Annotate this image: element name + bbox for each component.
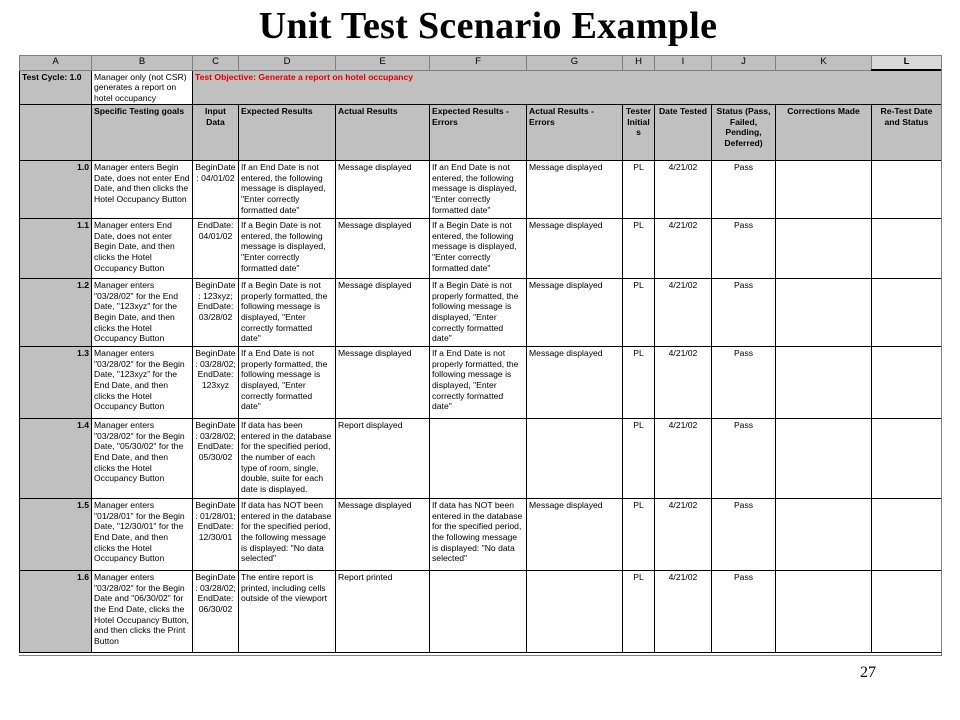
tester-cell[interactable]: PL bbox=[623, 499, 655, 571]
expected-results-cell[interactable]: If a End Date is not properly formatted, the following message is displayed, "Enter correctly formatted date" bbox=[239, 347, 336, 419]
input-data-cell[interactable]: BeginDate: 03/28/02; EndDate: 123xyz bbox=[193, 347, 239, 419]
header-expected[interactable]: Expected Results bbox=[239, 105, 336, 161]
goal-cell[interactable]: Manager enters "03/28/02" for the Begin Date and "06/30/02" for the End Date, clicks the Hotel Occupancy Button, and then clicks the Print Button bbox=[92, 571, 193, 653]
column-header-l[interactable]: L bbox=[872, 56, 942, 71]
status-cell[interactable]: Pass bbox=[712, 499, 776, 571]
expected-errors-cell[interactable]: If a End Date is not properly formatted, the following message is displayed, "Enter correctly formatted date" bbox=[430, 347, 527, 419]
date-tested-cell[interactable]: 4/21/02 bbox=[655, 161, 712, 219]
table-row bbox=[20, 347, 942, 419]
retest-cell[interactable] bbox=[872, 347, 942, 419]
goal-cell[interactable]: Manager enters "03/28/02" for the Begin Date, "123xyz" for the End Date, and then clicks the Hotel Occupancy Button bbox=[92, 347, 193, 419]
goal-cell[interactable]: Manager enters "03/28/02" for the End Date, "123xyz" for the Begin Date, and then clicks the Hotel Occupancy Button bbox=[92, 279, 193, 347]
column-header-f[interactable]: F bbox=[430, 56, 527, 71]
column-header-g[interactable]: G bbox=[527, 56, 623, 71]
actual-results-cell[interactable]: Message displayed bbox=[336, 219, 430, 279]
status-cell[interactable]: Pass bbox=[712, 161, 776, 219]
actual-errors-cell[interactable]: Message displayed bbox=[527, 279, 623, 347]
column-header-d[interactable]: D bbox=[239, 56, 336, 71]
status-cell[interactable]: Pass bbox=[712, 571, 776, 653]
retest-cell[interactable] bbox=[872, 279, 942, 347]
tester-cell[interactable]: PL bbox=[623, 219, 655, 279]
column-header-c[interactable]: C bbox=[193, 56, 239, 71]
status-cell[interactable]: Pass bbox=[712, 419, 776, 499]
actual-results-cell[interactable]: Report displayed bbox=[336, 419, 430, 499]
date-tested-cell[interactable]: 4/21/02 bbox=[655, 499, 712, 571]
header-retest[interactable]: Re-Test Date and Status bbox=[872, 105, 942, 161]
header-actual-errors[interactable]: Actual Results - Errors bbox=[527, 105, 623, 161]
goal-cell[interactable]: Manager enters Begin Date, does not enter End Date, and then clicks the Hotel Occupancy Button bbox=[92, 161, 193, 219]
goal-cell[interactable]: Manager enters End Date, does not enter Begin Date, and then clicks the Hotel Occupancy Button bbox=[92, 219, 193, 279]
column-header-h[interactable]: H bbox=[623, 56, 655, 71]
actual-errors-cell[interactable]: Message displayed bbox=[527, 499, 623, 571]
expected-errors-cell[interactable] bbox=[430, 571, 527, 653]
actual-results-cell[interactable]: Message displayed bbox=[336, 347, 430, 419]
tester-cell[interactable]: PL bbox=[623, 571, 655, 653]
actual-results-cell[interactable]: Report printed bbox=[336, 571, 430, 653]
goal-cell[interactable]: Manager enters "01/28/01" for the Begin Date, "12/30/01" for the End Date, and then clicks the Hotel Occupancy Button bbox=[92, 499, 193, 571]
corrections-cell[interactable] bbox=[776, 219, 872, 279]
tester-cell[interactable]: PL bbox=[623, 279, 655, 347]
actual-errors-cell[interactable]: Message displayed bbox=[527, 347, 623, 419]
expected-errors-cell[interactable]: If a Begin Date is not entered, the following message is displayed, "Enter correctly formatted date" bbox=[430, 219, 527, 279]
table-row bbox=[20, 571, 942, 653]
corrections-cell[interactable] bbox=[776, 279, 872, 347]
page-number: 27 bbox=[860, 664, 876, 681]
test-cycle-label[interactable]: Test Cycle: 1.0 bbox=[20, 70, 92, 105]
column-header-j[interactable]: J bbox=[712, 56, 776, 71]
header-goals[interactable]: Specific Testing goals bbox=[92, 105, 193, 161]
test-objective: Test Objective: Generate a report on hotel occupancy bbox=[195, 72, 414, 82]
expected-results-cell[interactable]: If a Begin Date is not entered, the following message is displayed, "Enter correctly formatted date" bbox=[239, 219, 336, 279]
input-data-cell[interactable]: EndDate: 04/01/02 bbox=[193, 219, 239, 279]
table-row bbox=[20, 219, 942, 279]
test-cycle-row bbox=[20, 70, 942, 105]
expected-results-cell[interactable]: If an End Date is not entered, the following message is displayed, "Enter correctly formatted date" bbox=[239, 161, 336, 219]
column-header-k[interactable]: K bbox=[776, 56, 872, 71]
tester-cell[interactable]: PL bbox=[623, 161, 655, 219]
row-id[interactable]: 1.1 bbox=[20, 219, 92, 279]
row-id[interactable]: 1.3 bbox=[20, 347, 92, 419]
test-objective-cell[interactable] bbox=[193, 70, 942, 105]
status-cell[interactable]: Pass bbox=[712, 219, 776, 279]
retest-cell[interactable] bbox=[872, 419, 942, 499]
slide-title: Unit Test Scenario Example bbox=[258, 5, 718, 47]
row-id[interactable]: 1.5 bbox=[20, 499, 92, 571]
expected-errors-cell[interactable]: If a Begin Date is not properly formatted, the following message is displayed, "Enter correctly formatted date" bbox=[430, 279, 527, 347]
header-input[interactable]: Input Data bbox=[193, 105, 239, 161]
header-corrections[interactable]: Corrections Made bbox=[776, 105, 872, 161]
expected-errors-cell[interactable]: If an End Date is not entered, the following message is displayed, "Enter correctly formatted date" bbox=[430, 161, 527, 219]
input-data-cell[interactable]: BeginDate: 04/01/02 bbox=[193, 161, 239, 219]
column-letter-header bbox=[20, 56, 942, 71]
header-expected-errors[interactable]: Expected Results - Errors bbox=[430, 105, 527, 161]
header-blank-cell[interactable] bbox=[20, 105, 92, 161]
row-id[interactable]: 1.0 bbox=[20, 161, 92, 219]
corrections-cell[interactable] bbox=[776, 571, 872, 653]
corrections-cell[interactable] bbox=[776, 499, 872, 571]
corrections-cell[interactable] bbox=[776, 419, 872, 499]
status-cell[interactable]: Pass bbox=[712, 347, 776, 419]
header-tester[interactable]: Tester Initials bbox=[623, 105, 655, 161]
tester-cell[interactable]: PL bbox=[623, 347, 655, 419]
expected-errors-cell[interactable] bbox=[430, 419, 527, 499]
table-row bbox=[20, 499, 942, 571]
column-header-b[interactable]: B bbox=[92, 56, 193, 71]
date-tested-cell[interactable]: 4/21/02 bbox=[655, 279, 712, 347]
input-data-cell[interactable]: BeginDate: 01/28/01; EndDate: 12/30/01 bbox=[193, 499, 239, 571]
actual-results-cell[interactable]: Message displayed bbox=[336, 499, 430, 571]
header-date[interactable]: Date Tested bbox=[655, 105, 712, 161]
input-data-cell[interactable]: BeginDate: 03/28/02; EndDate: 06/30/02 bbox=[193, 571, 239, 653]
table-row bbox=[20, 161, 942, 219]
date-tested-cell[interactable]: 4/21/02 bbox=[655, 347, 712, 419]
actual-errors-cell[interactable] bbox=[527, 571, 623, 653]
header-row bbox=[20, 105, 942, 161]
input-data-cell[interactable]: BeginDate: 123xyz; EndDate: 03/28/02 bbox=[193, 279, 239, 347]
expected-results-cell[interactable]: If a Begin Date is not properly formatted, the following message is displayed, "Enter correctly formatted date" bbox=[239, 279, 336, 347]
column-header-e[interactable]: E bbox=[336, 56, 430, 71]
corrections-cell[interactable] bbox=[776, 347, 872, 419]
column-header-a[interactable]: A bbox=[20, 56, 92, 71]
date-tested-cell[interactable]: 4/21/02 bbox=[655, 571, 712, 653]
expected-errors-cell[interactable]: If data has NOT been entered in the database for the specified period, the following message is displayed: "No data selected" bbox=[430, 499, 527, 571]
expected-results-cell[interactable]: If data has NOT been entered in the database for the specified period, the following message is displayed: "No data selected" bbox=[239, 499, 336, 571]
row-id[interactable]: 1.6 bbox=[20, 571, 92, 653]
status-cell[interactable]: Pass bbox=[712, 279, 776, 347]
header-status[interactable]: Status (Pass, Failed, Pending, Deferred) bbox=[712, 105, 776, 161]
tester-cell[interactable]: PL bbox=[623, 419, 655, 499]
input-data-cell[interactable]: BeginDate: 03/28/02; EndDate: 05/30/02 bbox=[193, 419, 239, 499]
test-cycle-description[interactable]: Manager only (not CSR) generates a report on hotel occupancy bbox=[92, 70, 193, 105]
actual-results-cell[interactable]: Message displayed bbox=[336, 279, 430, 347]
date-tested-cell[interactable]: 4/21/02 bbox=[655, 219, 712, 279]
expected-results-cell[interactable]: The entire report is printed, including cells outside of the viewport bbox=[239, 571, 336, 653]
table-row bbox=[20, 279, 942, 347]
table-row bbox=[20, 419, 942, 499]
actual-errors-cell[interactable]: Message displayed bbox=[527, 219, 623, 279]
date-tested-cell[interactable]: 4/21/02 bbox=[655, 419, 712, 499]
header-actual[interactable]: Actual Results bbox=[336, 105, 430, 161]
expected-results-cell[interactable]: If data has been entered in the database for the specified period, the number of each type of room, single, double, suite for each date is displayed. bbox=[239, 419, 336, 499]
corrections-cell[interactable] bbox=[776, 161, 872, 219]
actual-results-cell[interactable]: Message displayed bbox=[336, 161, 430, 219]
retest-cell[interactable] bbox=[872, 161, 942, 219]
row-id[interactable]: 1.4 bbox=[20, 419, 92, 499]
retest-cell[interactable] bbox=[872, 499, 942, 571]
spreadsheet bbox=[19, 55, 942, 656]
actual-errors-cell[interactable]: Message displayed bbox=[527, 161, 623, 219]
test-scenario-table bbox=[19, 55, 942, 653]
retest-cell[interactable] bbox=[872, 571, 942, 653]
retest-cell[interactable] bbox=[872, 219, 942, 279]
actual-errors-cell[interactable] bbox=[527, 419, 623, 499]
column-header-i[interactable]: I bbox=[655, 56, 712, 71]
row-id[interactable]: 1.2 bbox=[20, 279, 92, 347]
goal-cell[interactable]: Manager enters "03/28/02" for the Begin Date, "05/30/02" for the End Date, and then clicks the Hotel Occupancy Button bbox=[92, 419, 193, 499]
